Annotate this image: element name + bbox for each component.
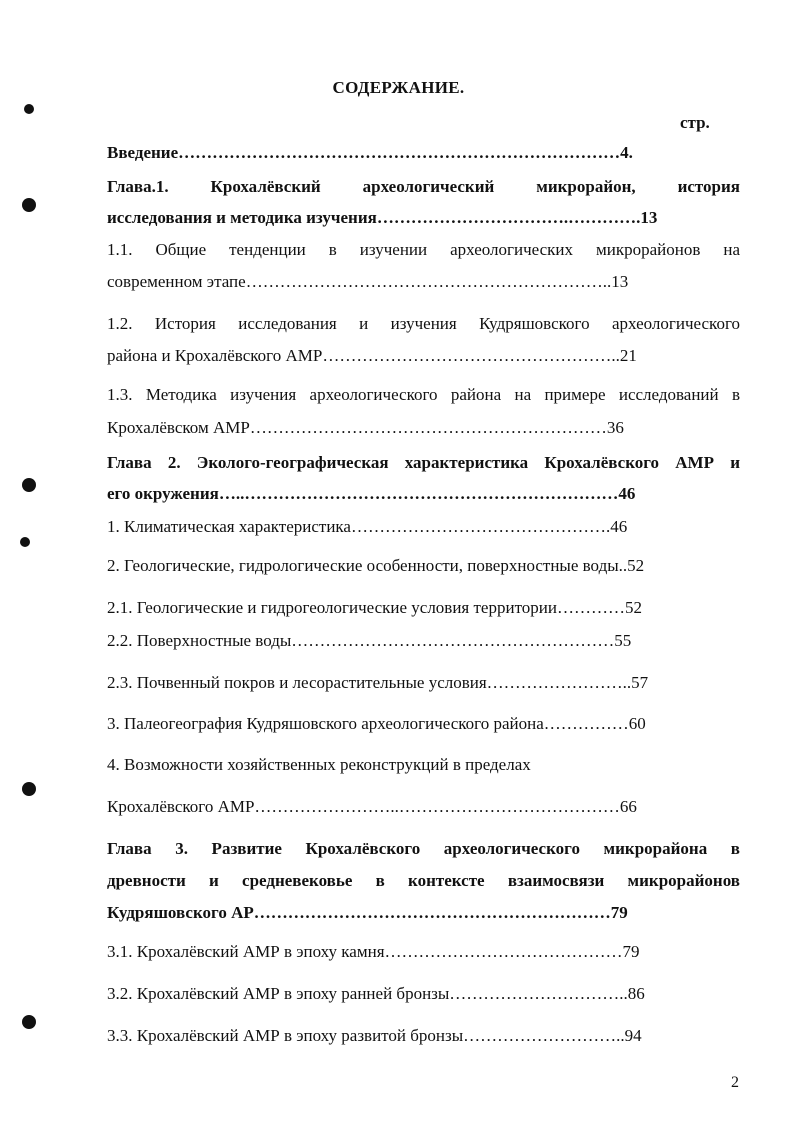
toc-entry: Глава.1. Крохалёвский археологический микрорайон, история bbox=[107, 177, 740, 196]
toc-entry: 3.3. Крохалёвский АМР в эпоху развитой бронзы………………………..94 bbox=[107, 1026, 642, 1045]
toc-entry: Глава 2. Эколого-географическая характеристика Крохалёвского АМР и bbox=[107, 453, 740, 472]
toc-entry: Крохалёвском АМР………………………………………………………36 bbox=[107, 418, 624, 437]
toc-entry: Глава 3. Развитие Крохалёвского археологического микрорайона в bbox=[107, 839, 740, 858]
toc-entry: его окружения…..…………………………………………………………46 bbox=[107, 484, 636, 503]
page-number: 2 bbox=[731, 1074, 739, 1091]
toc-entry: 2. Геологические, гидрологические особенности, поверхностные воды..52 bbox=[107, 556, 645, 575]
toc-entry: 2.2. Поверхностные воды…………………………………………………55 bbox=[107, 631, 632, 650]
punch-hole-mark bbox=[24, 104, 34, 114]
toc-entry: современном этапе………………………………………………………..13 bbox=[107, 272, 629, 291]
toc-entry: 1. Климатическая характеристика……………………………………….46 bbox=[107, 517, 628, 536]
toc-entry: Введение……………………………………………………………………4. bbox=[107, 143, 633, 162]
toc-entry: древности и средневековье в контексте взаимосвязи микрорайонов bbox=[107, 871, 740, 890]
punch-hole-mark bbox=[20, 537, 30, 547]
toc-entry: 3.1. Крохалёвский АМР в эпоху камня……………………………………79 bbox=[107, 942, 640, 961]
toc-entry: Крохалёвского АМР……………………..…………………………………66 bbox=[107, 797, 637, 816]
toc-entry: 3.2. Крохалёвский АМР в эпоху ранней бронзы…………………………..86 bbox=[107, 984, 645, 1003]
punch-hole-mark bbox=[22, 478, 36, 492]
toc-entry: Кудряшовского АР………………………………………………………79 bbox=[107, 903, 628, 922]
toc-entry: исследования и методика изучения…………………………….………….13 bbox=[107, 208, 658, 227]
page-title: СОДЕРЖАНИЕ. bbox=[332, 78, 465, 97]
toc-entry: 2.1. Геологические и гидрогеологические условия территории…………52 bbox=[107, 598, 642, 617]
toc-entry: 3. Палеогеография Кудряшовского археологического района……………60 bbox=[107, 714, 646, 733]
toc-entry: 1.2. История исследования и изучения Кудряшовского археологического bbox=[107, 314, 740, 333]
page-column-label: стр. bbox=[680, 113, 710, 132]
toc-entry: 1.1. Общие тенденции в изучении археологических микрорайонов на bbox=[107, 240, 740, 259]
punch-hole-mark bbox=[22, 198, 36, 212]
punch-hole-mark bbox=[22, 782, 36, 796]
toc-entry: 1.3. Методика изучения археологического района на примере исследований в bbox=[107, 385, 740, 404]
punch-hole-mark bbox=[22, 1015, 36, 1029]
toc-entry: 2.3. Почвенный покров и лесорастительные условия……………………..57 bbox=[107, 673, 649, 692]
toc-entry: 4. Возможности хозяйственных реконструкций в пределах bbox=[107, 755, 531, 774]
toc-entry: района и Крохалёвского АМР……………………………………………..21 bbox=[107, 346, 637, 365]
